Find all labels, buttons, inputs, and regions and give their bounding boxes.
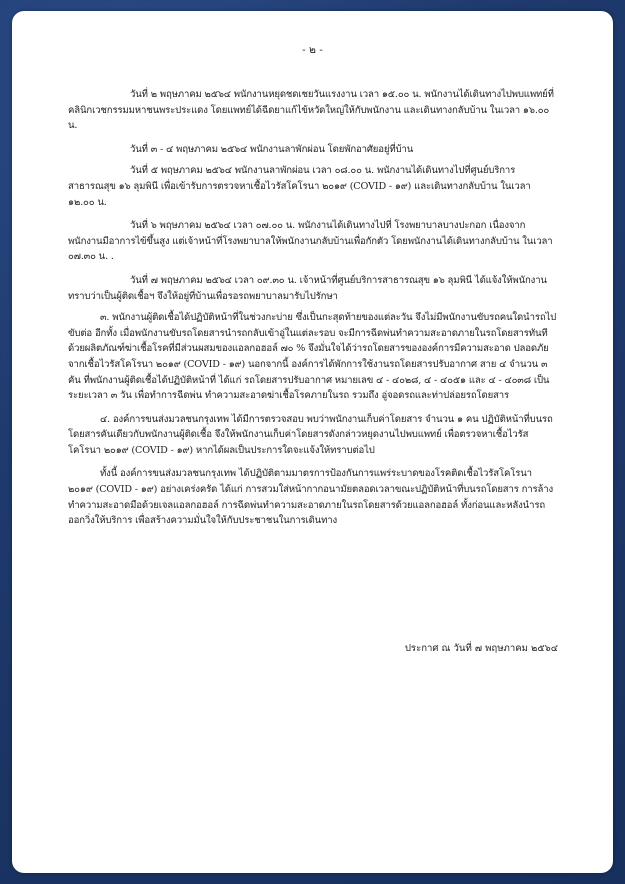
paragraph-item-3: ๓. พนักงานผู้ติดเชื้อได้ปฏิบัติหน้าที่ในช่วงกะบ่าย ซึ่งเป็นกะสุดท้ายของแต่ละวัน จึงไม่มีพนักงานขับรถคนใดนำรถไปขับต่อ อีกทั้ง เมื่อพนักงานขับรถโดยสารนำรถกลับเข้าอู่ในแต่ละรอบ จะมีการฉีดพ่นทำความสะอาดภายในรถโดยสารทันทีด้วยผลิตภัณฑ์ฆ่าเชื้อโรคที่มีส่วนผสมของแอลกอฮอล์ ๗๐ % จึงมั่นใจได้ว่ารถโดยสารขององค์การมีความสะอาด ปลอดภัยจากเชื้อไวรัสโคโรนา ๒๐๑๙ (COVID - ๑๙) นอกจากนี้ องค์การได้พักการใช้งานรถโดยสารปรับอากาศ สาย ๔ จำนวน ๓ คัน ที่พนักงานผู้ติดเชื้อได้ปฏิบัติหน้าที่ ได้แก่ รถโดยสารปรับอากาศ หมายเลข ๔ - ๔๐๒๘, ๔ - ๔๐๕๑ และ ๔ - ๔๐๓๘ เป็นระยะเวลา ๓ วัน เพื่อทำการฉีดพ่น ทำความสะอาดฆ่าเชื้อโรคภายในรถ รวมถึง อู่จอดรถและท่าปล่อยรถโดยสาร — [68, 312, 557, 402]
paragraph-closing: ทั้งนี้ องค์การขนส่งมวลชนกรุงเทพ ได้ปฏิบัติตามมาตรการป้องกันการแพร่ระบาดของโรคติดเชื้อไวรัสโคโรนา ๒๐๑๙ (COVID - ๑๙) อย่างเคร่งครัด ได้แก่ การสวมใส่หน้ากากอนามัยตลอดเวลาขณะปฏิบัติหน้าที่บนรถโดยสาร การล้างทำความสะอาดมือด้วยเจลแอลกอฮอล์ การฉีดพ่นทำความสะอาดภายในรถโดยสารด้วยแอลกอฮอล์ ทั้งก่อนและหลังนำรถออกวิ่งให้บริการ เพื่อสร้างความมั่นใจให้กับประชาชนในการเดินทาง — [68, 468, 554, 527]
document-body — [68, 87, 558, 537]
paragraph-item-4: ๔. องค์การขนส่งมวลชนกรุงเทพ ได้มีการตรวจสอบ พบว่าพนักงานเก็บค่าโดยสาร จำนวน ๑ คน ปฏิบัติหน้าที่บนรถโดยสารคันเดียวกับพนักงานผู้ติดเชื้อ จึงให้พนักงานเก็บค่าโดยสารดังกล่าวหยุดงานไปพบแพทย์ เพื่อตรวจหาเชื้อไวรัสโคโรนา ๒๐๑๙ (COVID - ๑๙) หากได้ผลเป็นประการใดจะแจ้งให้ทราบต่อไป — [68, 413, 553, 456]
paragraph-may-7: วันที่ ๗ พฤษภาคม ๒๕๖๔ เวลา ๐๙.๓๐ น. เจ้าหน้าที่ศูนย์บริการสาธารณสุข ๑๖ ลุมพินี ได้แจ้งให้พนักงานทราบว่าเป็นผู้ติดเชื้อฯ จึงให้อยู่ที่บ้านเพื่อรอรถพยาบาลมารับไปรักษา — [68, 274, 547, 302]
paragraph-may-3-4: วันที่ ๓ - ๔ พฤษภาคม ๒๕๖๔ พนักงานลาพักผ่อน โดยพักอาศัยอยู่ที่บ้าน — [130, 143, 414, 155]
page-number: - ๒ - — [302, 44, 323, 56]
document-page — [12, 11, 613, 873]
paragraph-may-6: วันที่ ๖ พฤษภาคม ๒๕๖๔ เวลา ๐๗.๐๐ น. พนักงานได้เดินทางไปที่ โรงพยาบาลบางปะกอก เนื่องจากพนักงานมีอาการไข้ขึ้นสูง แต่เจ้าหน้าที่โรงพยาบาลให้พนักงานกลับบ้านเพื่อกักตัว โดยพนักงานได้เดินทางกลับบ้าน ในเวลา ๐๗.๓๐ น. . — [68, 220, 553, 263]
paragraph-may-2: วันที่ ๒ พฤษภาคม ๒๕๖๔ พนักงานหยุดชดเชยวันแรงงาน เวลา ๑๕.๐๐ น. พนักงานได้เดินทางไปพบแพทย์ที่ คลินิกเวชกรรมมหาชนพระประแดง โดยแพทย์ได้ฉีดยาแก้ไข้หวัดใหญ่ให้กับพนักงาน และเดินทางกลับบ้าน ในเวลา ๑๖.๐๐ น. — [68, 89, 554, 132]
paragraph-may-5: วันที่ ๕ พฤษภาคม ๒๕๖๔ พนักงานลาพักผ่อน เวลา ๐๘.๐๐ น. พนักงานได้เดินทางไปที่ศูนย์บริการสาธารณสุข ๑๖ ลุมพินี เพื่อเข้ารับการตรวจหาเชื้อไวรัสโคโรนา ๒๐๑๙ (COVID - ๑๙) และเดินทางกลับบ้าน ในเวลา ๑๒.๐๐ น. — [68, 165, 531, 208]
announcement-date: ประกาศ ณ วันที่ ๗ พฤษภาคม ๒๕๖๔ — [404, 643, 558, 654]
